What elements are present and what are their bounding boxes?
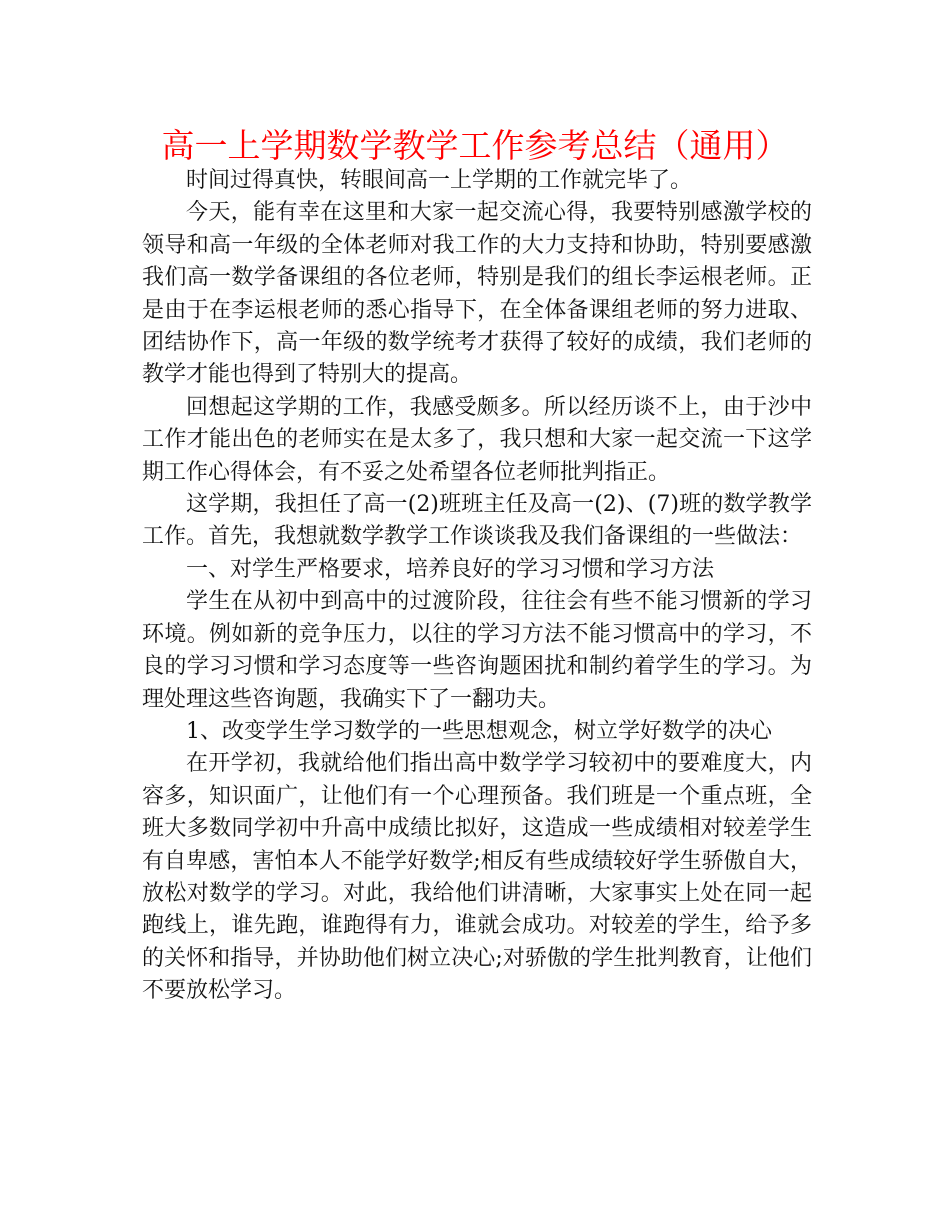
document-body	[142, 165, 812, 1008]
paragraph-transition: 学生在从初中到高中的过渡阶段，往往会有些不能习惯新的学习环境。例如新的竞争压力，以往的学习方法不能习惯高中的学习，不良的学习习惯和学习态度等一些咨询题困扰和制约着学生的学习。为理处理这些咨询题，我确实下了一翻功夫。	[142, 589, 812, 712]
paragraph-semester-start: 在开学初，我就给他们指出高中数学学习较初中的要难度大，内容多，知识面广，让他们有一个心理预备。我们班是一个重点班，全班大多数同学初中升高中成绩比拟好，这造成一些成绩相对较差学生有自卑感，害怕本人不能学好数学;相反有些成绩较好学生骄傲自大，放松对数学的学习。对此，我给他们讲清晰，大家事实上处在同一起跑线上，谁先跑，谁跑得有力，谁就会成功。对较差的学生，给予多的关怀和指导，并协助他们树立决心;对骄傲的学生批判教育，让他们不要放松学习。	[142, 751, 812, 1004]
subsection-heading-1: 1、改变学生学习数学的一些思想观念，树立学好数学的决心	[186, 718, 772, 744]
paragraph-intro: 时间过得真快，转眼间高一上学期的工作就完毕了。	[186, 168, 693, 193]
paragraph-reflection: 回想起这学期的工作，我感受颇多。所以经历谈不上，由于沙中工作才能出色的老师实在是太多了，我只想和大家一起交流一下这学期工作心得体会，有不妥之处希望各位老师批判指正。	[142, 394, 812, 485]
document-title: 高一上学期数学教学工作参考总结（通用）	[161, 126, 789, 165]
paragraph-duties: 这学期，我担任了高一(2)班班主任及高一(2)、(7)班的数学教学工作。首先，我想就数学教学工作谈谈我及我们备课组的一些做法：	[142, 492, 812, 550]
paragraph-thanks: 今天，能有幸在这里和大家一起交流心得，我要特别感激学校的领导和高一年级的全体老师对我工作的大力支持和协助，特别要感激我们高一数学备课组的各位老师，特别是我们的组长李运根老师。正是由于在李运根老师的悉心指导下，在全体备课组老师的努力进取、团结协作下，高一年级的数学统考才获得了较好的成绩，我们老师的教学才能也得到了特别大的提高。	[142, 200, 812, 388]
section-heading-1: 一、对学生严格要求，培养良好的学习习惯和学习方法	[186, 556, 715, 582]
